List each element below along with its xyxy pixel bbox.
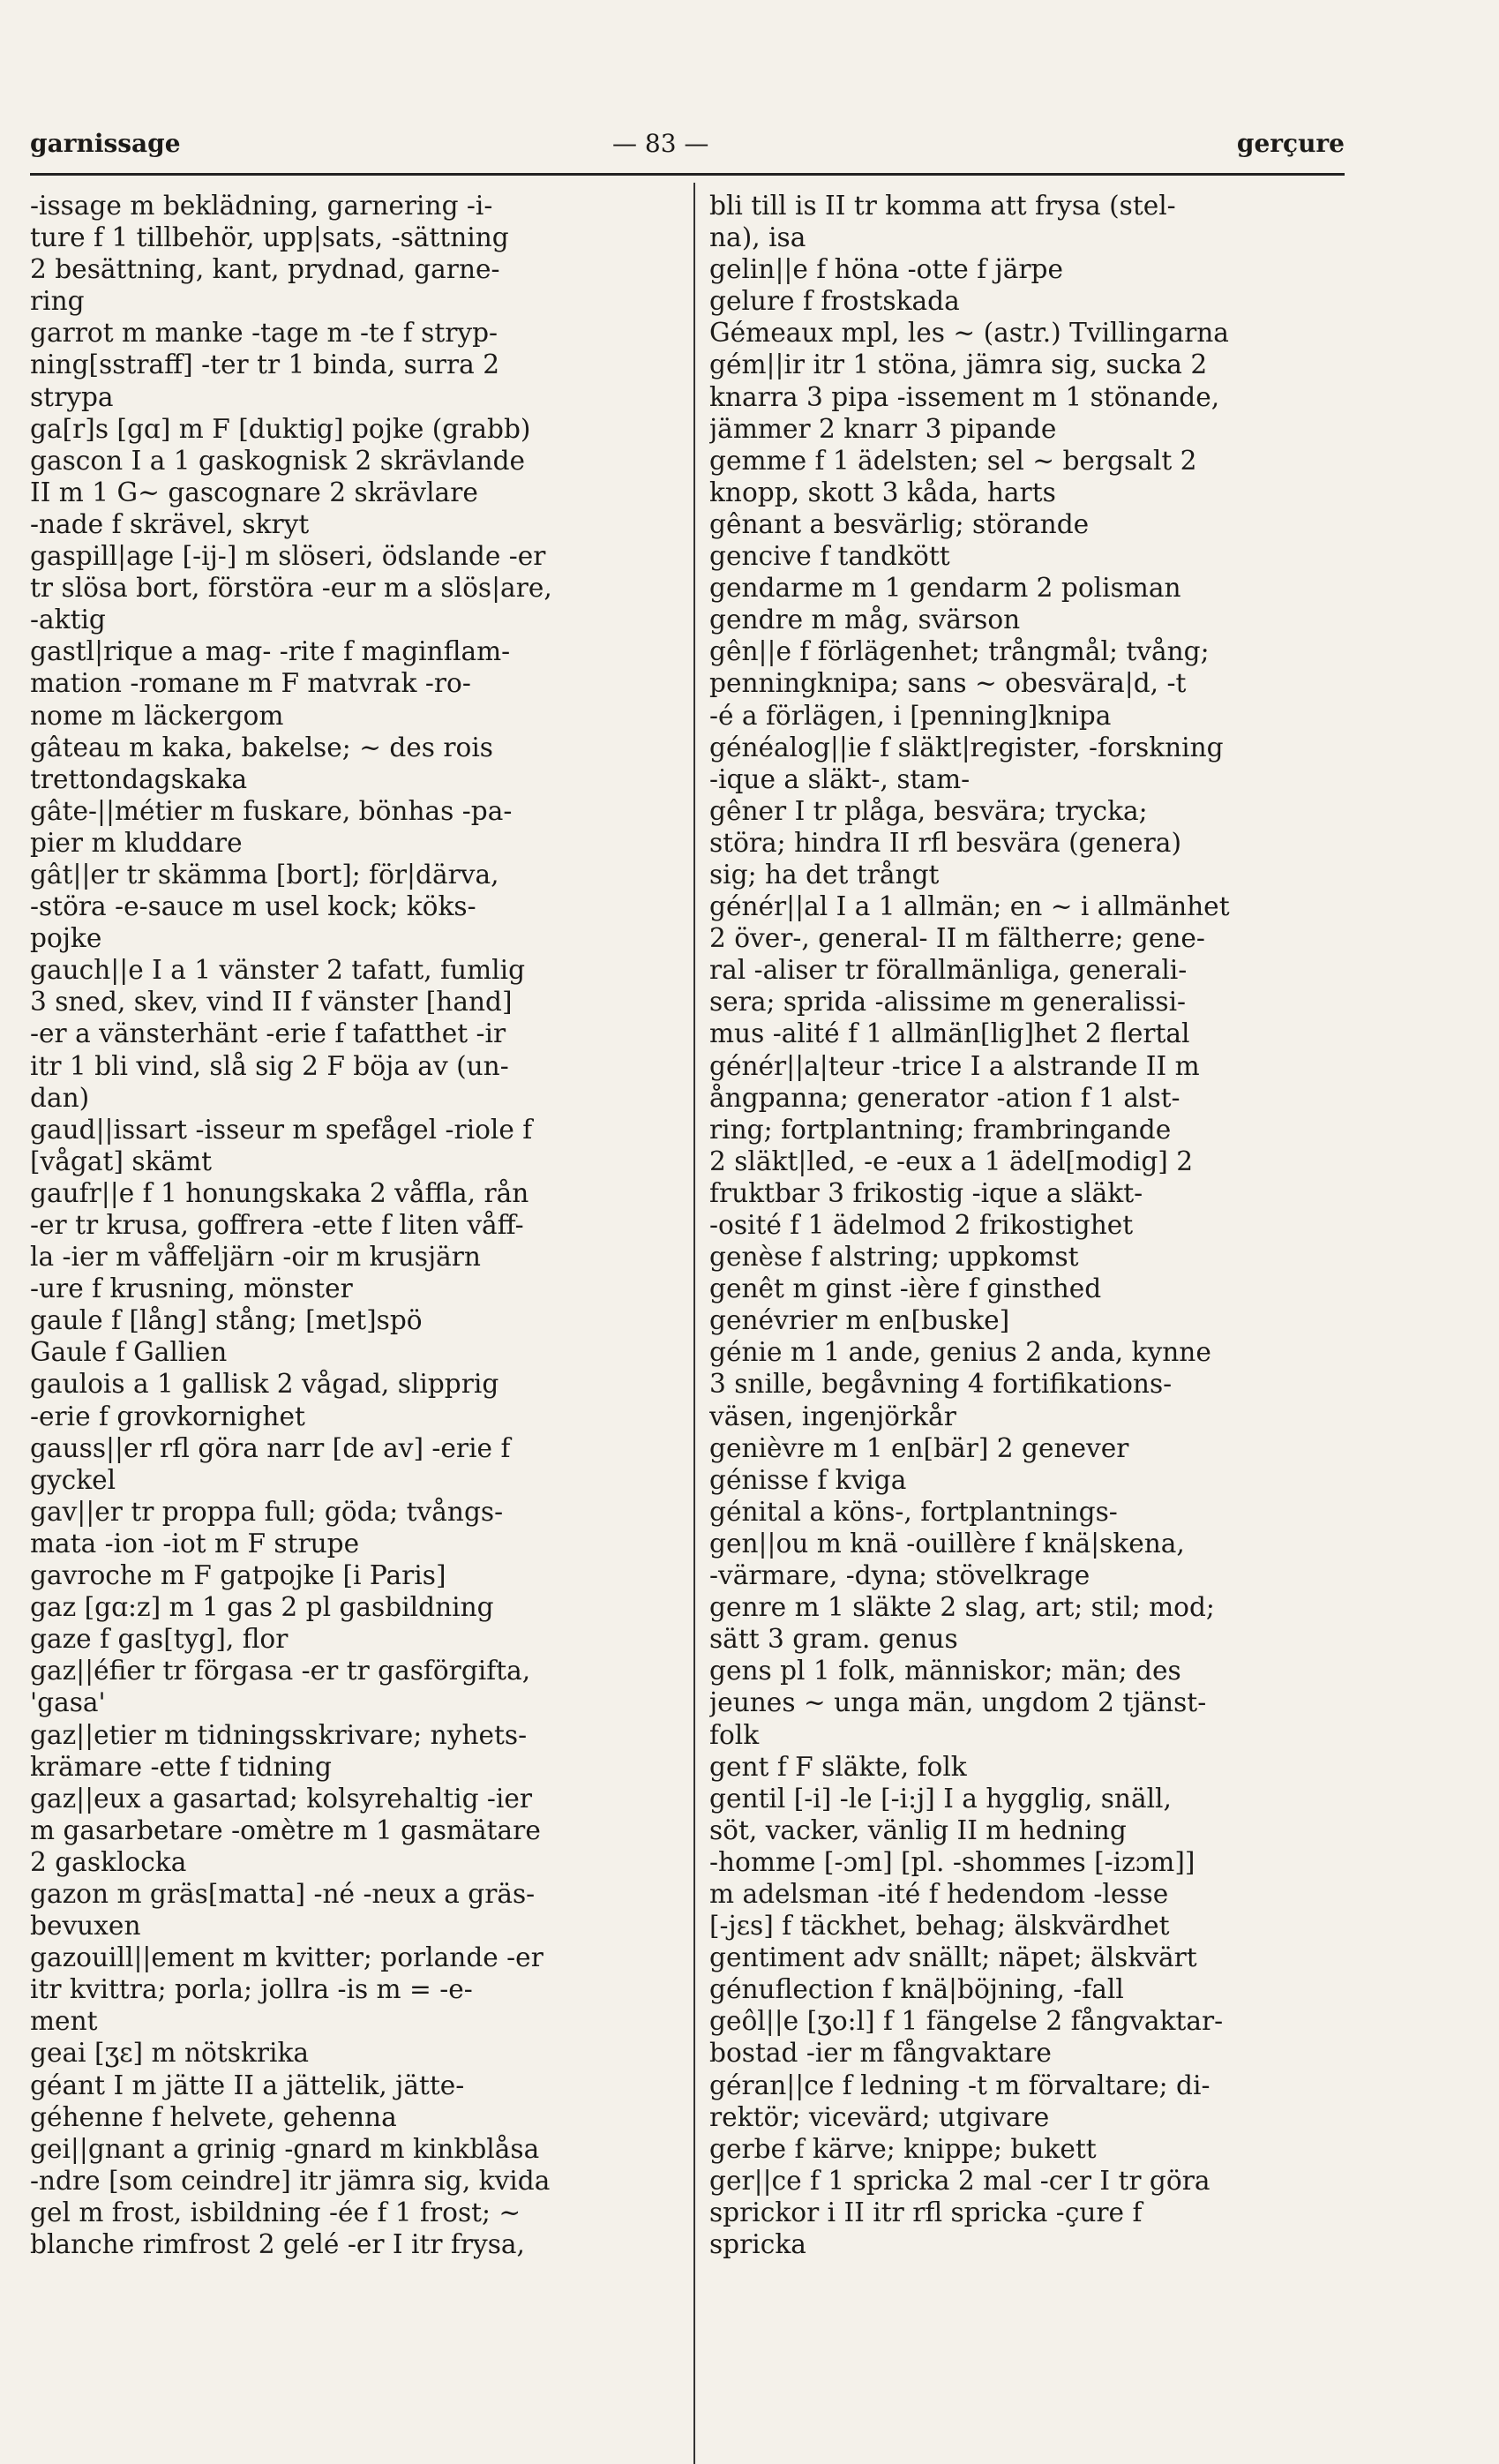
dictionary-line: génuflection f knä|böjning, -fall (709, 1974, 1124, 2005)
dictionary-page (30, 120, 1345, 2259)
dictionary-line: na), isa (709, 222, 806, 253)
dictionary-line: bostad -ier m fångvaktare (709, 2038, 1052, 2069)
dictionary-line: sig; ha det trångt (709, 859, 940, 890)
dictionary-line: gauss||er rfl göra narr [de av] -erie f (30, 1432, 511, 1463)
header-first-word: garnissage (30, 129, 181, 158)
dictionary-line: -nade f skrävel, skryt (30, 508, 310, 539)
dictionary-line: gâte-||métier m fuskare, bönhas -pa- (30, 795, 513, 826)
dictionary-line: gâteau m kaka, bakelse; ~ des rois (30, 732, 493, 762)
dictionary-line: väsen, ingenjörkår (709, 1401, 956, 1431)
dictionary-line: folk (709, 1719, 760, 1750)
dictionary-line: géhenne f helvete, gehenna (30, 2101, 397, 2132)
dictionary-line: gavroche m F gatpojke [i Paris] (30, 1560, 446, 1591)
column-divider (693, 183, 695, 2464)
dictionary-line: gazouill||ement m kvitter; porlande -er (30, 1942, 543, 1973)
dictionary-line: 2 besättning, kant, prydnad, garne- (30, 254, 500, 285)
dictionary-line: gênant a besvärlig; störande (709, 508, 1090, 539)
dictionary-line: -é a förlägen, i [penning]knipa (709, 700, 1112, 731)
dictionary-line: gaz||etier m tidningsskrivare; nyhets- (30, 1719, 528, 1750)
dictionary-line: 2 släkt|led, -e -eux a 1 ädel[modig] 2 (709, 1146, 1194, 1176)
dictionary-line: m gasarbetare -omètre m 1 gasmätare (30, 1814, 541, 1845)
dictionary-line: gendre m måg, svärson (709, 605, 1021, 635)
dictionary-line: 2 gasklocka (30, 1846, 187, 1877)
dictionary-line: geai [ʒɛ] m nötskrika (30, 2038, 310, 2069)
dictionary-line: 2 över-, general- II m fältherre; gene- (709, 923, 1205, 954)
dictionary-line: störa; hindra II rfl besvära (genera) (709, 827, 1181, 858)
dictionary-line: gazon m gräs[matta] -né -neux a gräs- (30, 1878, 536, 1909)
dictionary-line: -er tr krusa, goffrera -ette f liten våff- (30, 1210, 524, 1240)
dictionary-line: gent f F släkte, folk (709, 1751, 967, 1782)
dictionary-line: 3 snille, begåvning 4 fortifikations- (709, 1369, 1173, 1400)
dictionary-line: gaz||éfier tr förgasa -er tr gasförgifta, (30, 1656, 531, 1686)
dictionary-line: gên||e f förlägenhet; trångmål; tvång; (709, 636, 1210, 667)
dictionary-line: gencive f tandkött (709, 541, 950, 572)
dictionary-line: -ndre [som ceindre] itr jämra sig, kvida (30, 2165, 551, 2196)
dictionary-line: génér||al I a 1 allmän; en ~ i allmänhet (709, 891, 1230, 922)
dictionary-line: mus -alité f 1 allmän[lig]het 2 flertal (709, 1018, 1190, 1049)
dictionary-line: -ure f krusning, mönster (30, 1273, 353, 1304)
dictionary-line: ring; fortplantning; frambringande (709, 1114, 1172, 1145)
right-column (709, 190, 1345, 2260)
dictionary-line: genre m 1 släkte 2 slag, art; stil; mod; (709, 1592, 1215, 1623)
dictionary-line: nome m läckergom (30, 700, 284, 731)
dictionary-line: itr 1 bli vind, slå sig 2 F böja av (un- (30, 1050, 509, 1081)
dictionary-line: genêt m ginst -ière f ginsthed (709, 1273, 1102, 1304)
dictionary-line: genévrier m en[buske] (709, 1305, 1010, 1336)
dictionary-line: génér||a|teur -trice I a alstrande II m (709, 1050, 1200, 1081)
dictionary-line: gerbe f kärve; knippe; bukett (709, 2133, 1097, 2164)
dictionary-line: gelure f frostskada (709, 286, 960, 317)
dictionary-line: gav||er tr proppa full; göda; tvångs- (30, 1496, 504, 1527)
dictionary-line: genèse f alstring; uppkomst (709, 1242, 1079, 1273)
header-rule (30, 173, 1345, 176)
dictionary-line: la -ier m våffeljärn -oir m krusjärn (30, 1242, 481, 1273)
dictionary-line: [-jɛs] f täckhet, behag; älskvärdhet (709, 1911, 1170, 1942)
dictionary-line: 3 sned, skev, vind II f vänster [hand] (30, 987, 513, 1018)
dictionary-line: gaud||issart -isseur m spefågel -riole f (30, 1114, 533, 1145)
dictionary-line: -ique a släkt-, stam- (709, 763, 971, 794)
header-last-word: gerçure (1236, 129, 1345, 158)
dictionary-line: gaule f [lång] stång; [met]spö (30, 1305, 423, 1336)
dictionary-line: m adelsman -ité f hedendom -lesse (709, 1878, 1169, 1909)
dictionary-line: 'gasa' (30, 1687, 106, 1718)
dictionary-line: gaulois a 1 gallisk 2 vågad, slipprig (30, 1369, 499, 1400)
dictionary-line: söt, vacker, vänlig II m hedning (709, 1814, 1127, 1845)
dictionary-line: généalog||ie f släkt|register, -forskning (709, 732, 1224, 762)
dictionary-line: génisse f kviga (709, 1464, 907, 1495)
dictionary-line: gauch||e I a 1 vänster 2 tafatt, fumlig (30, 955, 526, 986)
dictionary-line: sera; sprida -alissime m generalissi- (709, 987, 1187, 1018)
dictionary-line: knopp, skott 3 kåda, harts (709, 477, 1056, 507)
dictionary-line: strypa (30, 381, 114, 412)
dictionary-line: Gaule f Gallien (30, 1337, 228, 1368)
page-number: — 83 — (612, 129, 709, 158)
dictionary-line: gelin||e f höna -otte f järpe (709, 254, 1063, 285)
dictionary-line: jämmer 2 knarr 3 pipande (709, 413, 1057, 444)
dictionary-line: rektör; vicevärd; utgivare (709, 2101, 1050, 2132)
dictionary-line: ture f 1 tillbehör, upp|sats, -sättning (30, 222, 509, 253)
dictionary-line: gentil [-i] -le [-i:j] I a hygglig, snäll, (709, 1783, 1172, 1814)
dictionary-line: gen||ou m knä -ouillère f knä|skena, (709, 1528, 1185, 1559)
dictionary-line: jeunes ~ unga män, ungdom 2 tjänst- (709, 1687, 1207, 1718)
dictionary-line: knarra 3 pipa -issement m 1 stönande, (709, 381, 1220, 412)
dictionary-line: -värmare, -dyna; stövelkrage (709, 1560, 1091, 1591)
dictionary-line: ring (30, 286, 85, 317)
dictionary-line: geôl||e [ʒo:l] f 1 fängelse 2 fångvaktar- (709, 2006, 1224, 2037)
dictionary-line: sprickor i II itr rfl spricka -çure f (709, 2197, 1143, 2227)
dictionary-line: mata -ion -iot m F strupe (30, 1528, 360, 1559)
dictionary-line: pojke (30, 923, 102, 954)
dictionary-line: bevuxen (30, 1911, 141, 1942)
dictionary-line: trettondagskaka (30, 763, 248, 794)
dictionary-line: fruktbar 3 frikostig -ique a släkt- (709, 1177, 1143, 1208)
dictionary-line: -störa -e-sauce m usel kock; köks- (30, 891, 476, 922)
dictionary-line: pier m kluddare (30, 827, 243, 858)
dictionary-line: gaufr||e f 1 honungskaka 2 våffla, rån (30, 1177, 529, 1208)
dictionary-line: gât||er tr skämma [bort]; för|därva, (30, 859, 499, 890)
dictionary-line: mation -romane m F matvrak -ro- (30, 668, 471, 699)
dictionary-line: ning[sstraff] -ter tr 1 binda, surra 2 (30, 349, 500, 380)
dictionary-line: genièvre m 1 en[bär] 2 genever (709, 1432, 1129, 1463)
dictionary-line: gei||gnant a grinig -gnard m kinkblåsa (30, 2133, 540, 2164)
dictionary-line: Gémeaux mpl, les ~ (astr.) Tvillingarna (709, 318, 1229, 349)
dictionary-line: gyckel (30, 1464, 116, 1495)
dictionary-line: génie m 1 ande, genius 2 anda, kynne (709, 1337, 1211, 1368)
dictionary-line: bli till is II tr komma att frysa (stel- (709, 191, 1176, 221)
dictionary-line: -issage m beklädning, garnering -i- (30, 191, 493, 221)
dictionary-line: gêner I tr plåga, besvära; trycka; (709, 795, 1148, 826)
dictionary-line: krämare -ette f tidning (30, 1751, 332, 1782)
dictionary-line: ral -aliser tr förallmänliga, generali- (709, 955, 1188, 986)
dictionary-line: -aktig (30, 605, 106, 635)
dictionary-line: tr slösa bort, förstöra -eur m a slös|are, (30, 573, 552, 604)
dictionary-line: géran||ce f ledning -t m förvaltare; di- (709, 2070, 1210, 2100)
dictionary-line: gendarme m 1 gendarm 2 polisman (709, 573, 1181, 604)
dictionary-line: II m 1 G~ gascognare 2 skrävlare (30, 477, 478, 507)
dictionary-line: gastl|rique a mag- -rite f maginflam- (30, 636, 511, 667)
dictionary-line: gentiment adv snällt; näpet; älskvärt (709, 1942, 1197, 1973)
dictionary-line: gaspill|age [-ij-] m slöseri, ödslande -er (30, 541, 546, 572)
dictionary-line: -erie f grovkornighet (30, 1401, 305, 1431)
dictionary-line: génital a köns-, fortplantnings- (709, 1496, 1118, 1527)
dictionary-line: gascon I a 1 gaskognisk 2 skrävlande (30, 445, 526, 476)
dictionary-line: gens pl 1 folk, människor; män; des (709, 1656, 1181, 1686)
dictionary-line: gaz||eux a gasartad; kolsyrehaltig -ier (30, 1783, 533, 1814)
dictionary-line: gém||ir itr 1 stöna, jämra sig, sucka 2 (709, 349, 1208, 380)
dictionary-line: gaz [gɑ:z] m 1 gas 2 pl gasbildning (30, 1592, 494, 1623)
dictionary-line: -er a vänsterhänt -erie f tafatthet -ir (30, 1018, 506, 1049)
dictionary-line: dan) (30, 1082, 90, 1113)
dictionary-line: ment (30, 2006, 98, 2037)
dictionary-line: penningknipa; sans ~ obesvära|d, -t (709, 668, 1187, 699)
dictionary-line: [vågat] skämt (30, 1146, 213, 1176)
dictionary-line: garrot m manke -tage m -te f stryp- (30, 318, 498, 349)
dictionary-line: blanche rimfrost 2 gelé -er I itr frysa, (30, 2229, 525, 2259)
dictionary-line: gemme f 1 ädelsten; sel ~ bergsalt 2 (709, 445, 1197, 476)
dictionary-line: sätt 3 gram. genus (709, 1624, 958, 1655)
dictionary-line: ger||ce f 1 spricka 2 mal -cer I tr göra (709, 2165, 1210, 2196)
dictionary-line: -homme [-ɔm] [pl. -shommes [-izɔm]] (709, 1846, 1195, 1877)
dictionary-line: itr kvittra; porla; jollra -is m = -e- (30, 1974, 473, 2005)
dictionary-line: ångpanna; generator -ation f 1 alst- (709, 1082, 1180, 1113)
dictionary-line: ga[r]s [gɑ] m F [duktig] pojke (grabb) (30, 413, 531, 444)
dictionary-line: géant I m jätte II a jättelik, jätte- (30, 2070, 465, 2100)
page-header (30, 120, 1345, 173)
dictionary-line: spricka (709, 2229, 806, 2259)
dictionary-line: -osité f 1 ädelmod 2 frikostighet (709, 1210, 1134, 1240)
dictionary-line: gel m frost, isbildning -ée f 1 frost; ~ (30, 2197, 521, 2227)
left-column (30, 190, 679, 2260)
dictionary-line: gaze f gas[tyg], flor (30, 1624, 289, 1655)
